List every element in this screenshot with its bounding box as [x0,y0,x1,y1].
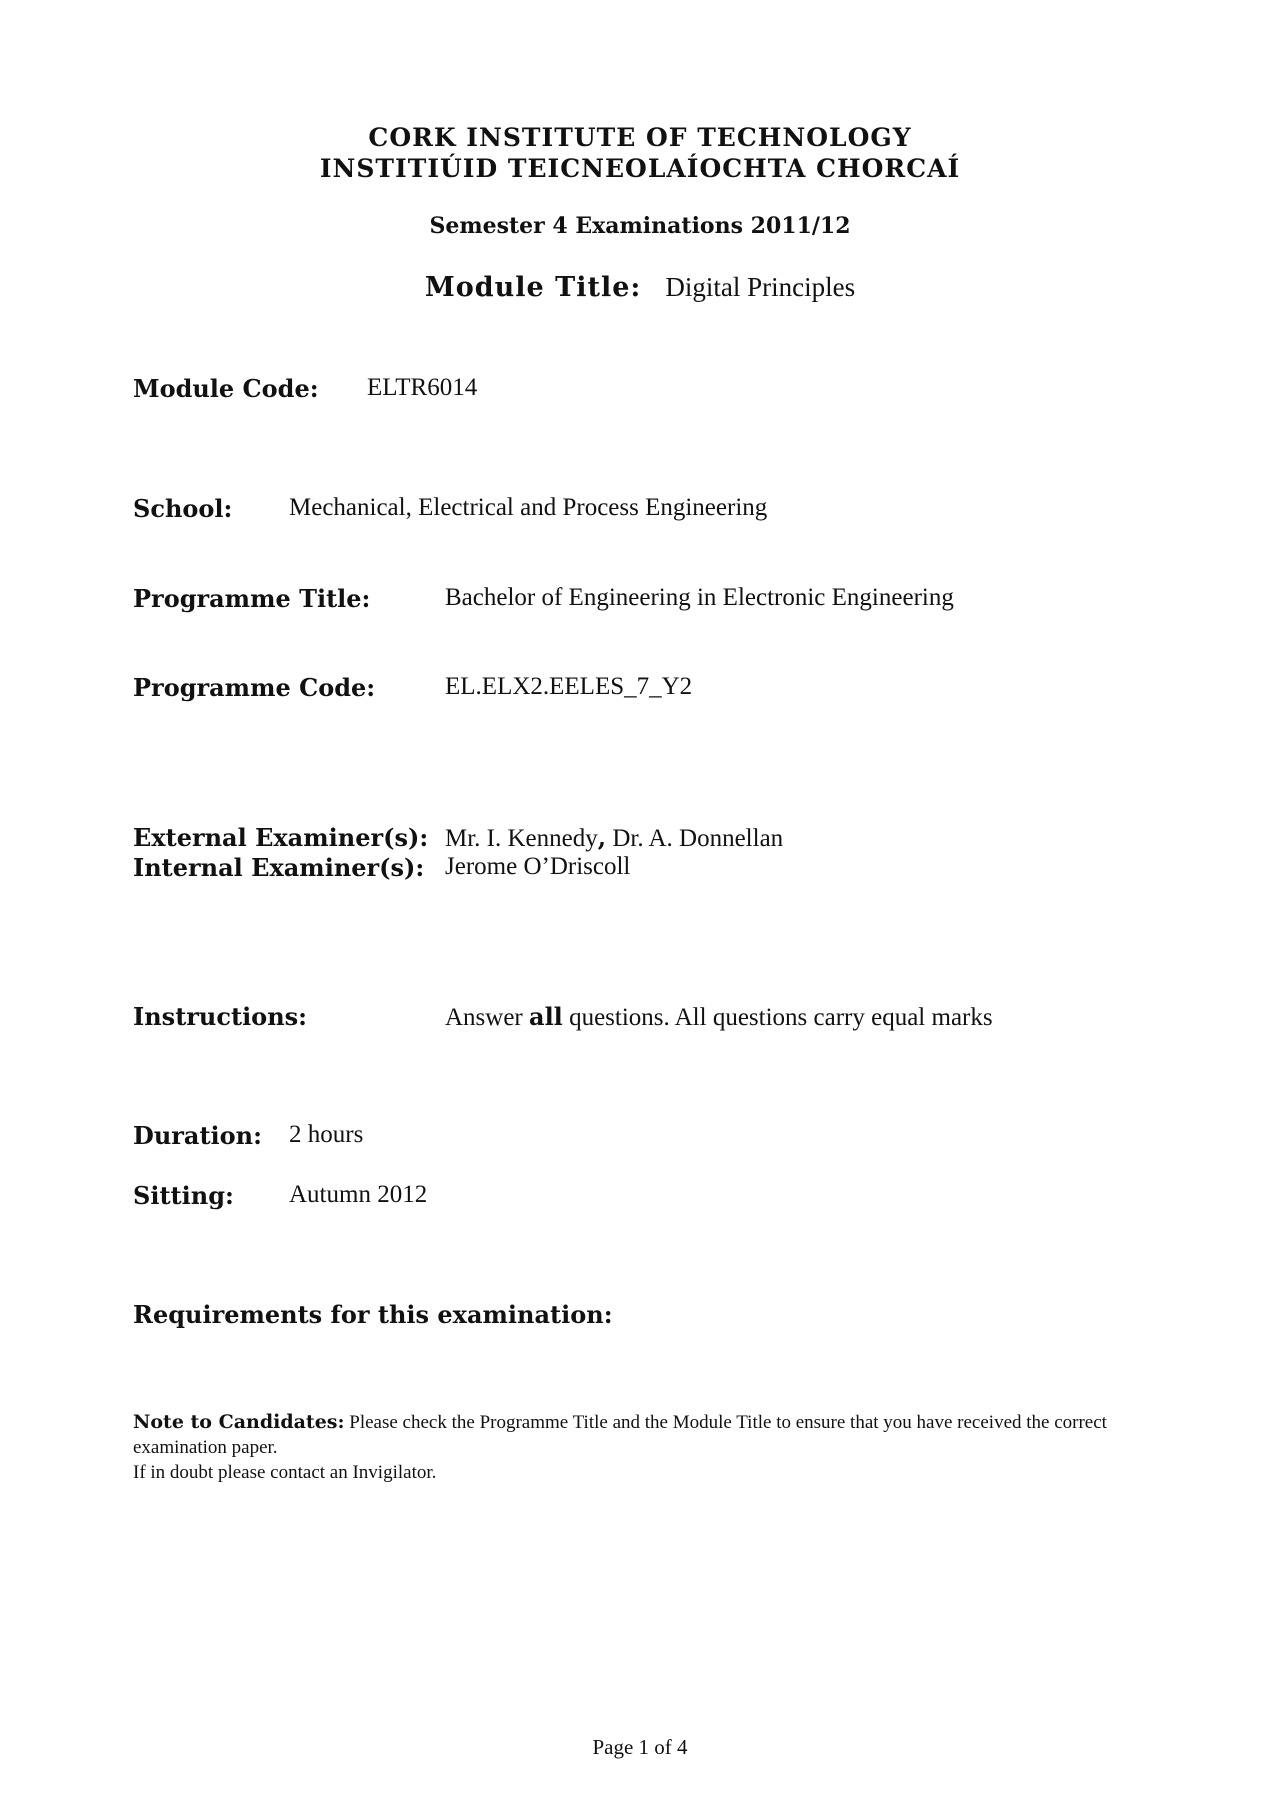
module-title-line [0,272,1280,303]
school-label: School: [133,494,233,523]
module-title-label: Module Title: [424,272,642,303]
institution-name-irish: INSTITIÚID TEICNEOLAÍOCHTA CHORCAÍ [319,154,961,183]
institution-name-english: CORK INSTITUTE OF TECHNOLOGY [368,123,912,152]
module-code-value: ELTR6014 [367,374,478,401]
note-text: Please check the Programme Title and the Module Title to ensure that you have received the correct examination paper. [133,1412,1107,1458]
external-examiner-2: Dr. A. Donnellan [606,825,784,852]
requirements-heading: Requirements for this examination: [133,1300,613,1329]
instructions-value [445,1002,993,1032]
examiner-separator: , [597,823,607,852]
programme-title-label: Programme Title: [133,584,371,613]
note-line-2: If in doubt please contact an Invigilator. [133,1462,437,1483]
internal-examiners-label: Internal Examiner(s): [133,853,425,882]
note-label: Note to Candidates: [133,1411,345,1433]
module-code-label: Module Code: [133,374,319,403]
internal-examiners-value: Jerome O’Driscoll [445,853,631,880]
instructions-text-emphasis: all [529,1002,563,1031]
duration-value: 2 hours [289,1121,364,1148]
exam-session-title: Semester 4 Examinations 2011/12 [429,213,851,239]
note-to-candidates [133,1410,1153,1485]
instructions-text-before: Answer [445,1004,530,1031]
page-number: Page 1 of 4 [592,1735,688,1759]
sitting-value: Autumn 2012 [289,1181,428,1208]
external-examiners-label: External Examiner(s): [133,823,429,852]
instructions-label: Instructions: [133,1002,308,1031]
programme-code-label: Programme Code: [133,673,376,702]
programme-code-value: EL.ELX2.EELES_7_Y2 [445,673,693,700]
sitting-label: Sitting: [133,1181,234,1210]
module-title-value: Digital Principles [665,272,856,302]
note-paragraph [133,1410,1153,1460]
school-value: Mechanical, Electrical and Process Engineering [289,494,768,521]
external-examiners-value [445,823,783,853]
programme-title-value: Bachelor of Engineering in Electronic Engineering [445,584,954,611]
instructions-text-after: questions. All questions carry equal marks [562,1004,993,1031]
duration-label: Duration: [133,1121,262,1150]
external-examiner-1: Mr. I. Kennedy [445,825,598,852]
